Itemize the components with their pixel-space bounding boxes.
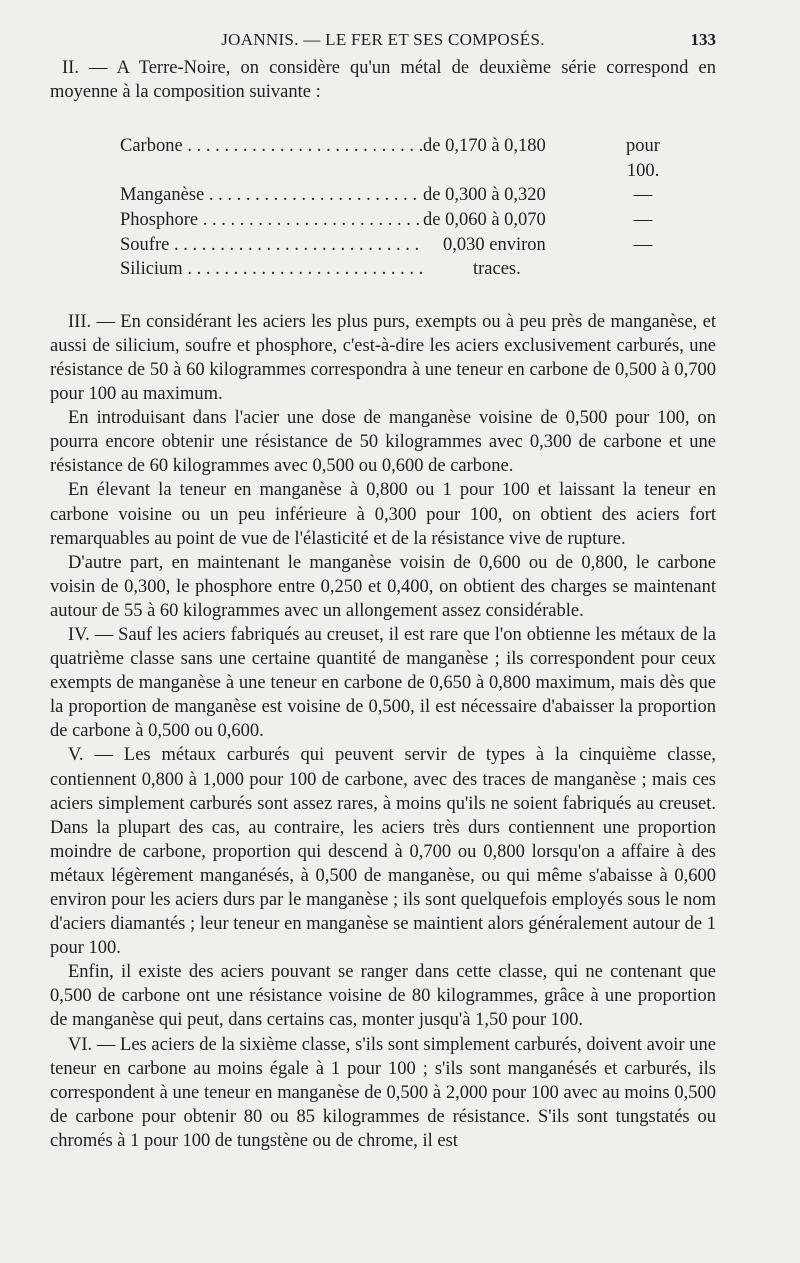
element-unit: — [633,234,653,255]
paragraph-v: V. — Les métaux carburés qui peuvent servir de types à la cinquième classe, contiennent 0,800 à 1,000 pour 100 de carbone, avec des traces de manganèse ; mais ces aciers simplement carburés sont assez rares, à moins qu'ils ne soient fabriqués au creuset. Dans la plupart des cas, au contraire, les aciers très durs contiennent une proportion moindre de carbone, proportion qui descend à 0,700 ou 0,800 lorsqu'on a affaire à des métaux légèrement manganésés, à 0,500 de manganèse, ou qui même s'abaisse à 0,600 environ pour les aciers durs par le manganèse ; ils sont quelquefois employés sous le nom d'aciers diamantés ; leur teneur en manganèse se maintient alors généralement autour de 1 pour 100. [50,745,716,959]
composition-table [120,134,680,282]
page-number: 133 [690,30,716,49]
dot-leader [204,185,423,205]
element-value: de 0,060 à 0,070 [423,209,546,230]
element-name: Phosphore [120,209,199,230]
element-value: traces. [473,259,521,280]
composition-row-silicium [120,257,680,282]
dot-leader [183,259,423,279]
element-value: 0,030 environ [443,234,546,255]
element-name: Carbone [120,136,183,157]
element-name: Silicium [120,259,183,280]
dot-leader [169,235,423,255]
element-value: de 0,300 à 0,320 [423,185,546,206]
dot-leader [198,210,423,230]
paragraph-iv: IV. — Sauf les aciers fabriqués au creuset, il est rare que l'on obtienne les métaux de la quatrième classe sans une certaine quantité de manganèse ; ils correspondent pour ceux exempts de manganèse à une teneur en carbone de 0,650 à 0,800 maximum, mais dès que la proportion de manganèse est voisine de 0,500, il est nécessaire d'abaisser la proportion de carbone à 0,500 ou 0,600. [50,624,716,742]
paragraph: En introduisant dans l'acier une dose de manganèse voisine de 0,500 pour 100, on pourra encore obtenir une résistance de 50 kilogrammes avec 0,300 de carbone et une résistance de 60 kilogrammes avec 0,500 ou 0,600 de carbone. [50,408,716,477]
paragraph-iii: III. — En considérant les aciers les plus purs, exempts ou à peu près de manganèse, et aussi de silicium, soufre et phosphore, c'est-à-dire les aciers exclusivement carburés, une résistance de 50 à 60 kilogrammes correspondra à une teneur en carbone de 0,500 à 0,700 pour 100 au maximum. [50,311,716,405]
paragraph-vi: VI. — Les aciers de la sixième classe, s'ils sont simplement carburés, doivent avoir une teneur en carbone au moins égale à 1 pour 100 ; s'ils sont manganésés et carburés, ils correspondent à une teneur en manganèse de 0,500 à 2,000 pour 100 avec au moins 0,500 de carbone pour obtenir 80 ou 85 kilogrammes de résistance. S'ils sont tungstatés ou chromés à 1 pour 100 de tungstène ou de chrome, il est [50,1034,716,1151]
dot-leader [183,136,423,156]
running-head [50,0,716,56]
paragraph: En élevant la teneur en manganèse à 0,800 ou 1 pour 100 et laissant la teneur en carbone voisine ou un peu inférieure à 0,300 pour 100, on obtient des aciers fort remarquables au point de vue de l'élasticité et de la résistance vive de rupture. [50,480,716,549]
paragraph: D'autre part, en maintenant le manganèse voisin de 0,600 ou de 0,800, le carbone voisin de 0,300, le phosphore entre 0,250 et 0,400, on obtient des charges se maintenant autour de 55 à 60 kilogrammes avec un allongement assez considérable. [50,552,716,621]
composition-row-soufre [120,233,680,258]
composition-row-phosphore [120,208,680,233]
paragraph-intro: II. — A Terre-Noire, on considère qu'un métal de deuxième série correspond en moyenne à la composition suivante : [50,58,716,103]
element-unit [608,257,678,282]
composition-row-carbone [120,134,680,183]
element-unit: — [633,185,653,206]
body-text [50,310,716,1153]
element-value: de 0,170 à 0,180 [423,136,546,157]
running-title: JOANNIS. — LE FER ET SES COMPOSÉS. [221,30,545,49]
element-unit: — [633,209,653,230]
element-unit: pour 100. [626,136,660,181]
book-page [50,0,716,1153]
paragraph: Enfin, il existe des aciers pouvant se ranger dans cette classe, qui ne contenant que 0,500 de carbone ont une résistance voisine de 80 kilogrammes, grâce à une proportion de manganèse qui peut, dans certains cas, monter jusqu'à 1,50 pour 100. [50,962,716,1031]
element-name: Soufre [120,234,170,255]
composition-row-manganese [120,183,680,208]
element-name: Manganèse [120,185,205,206]
